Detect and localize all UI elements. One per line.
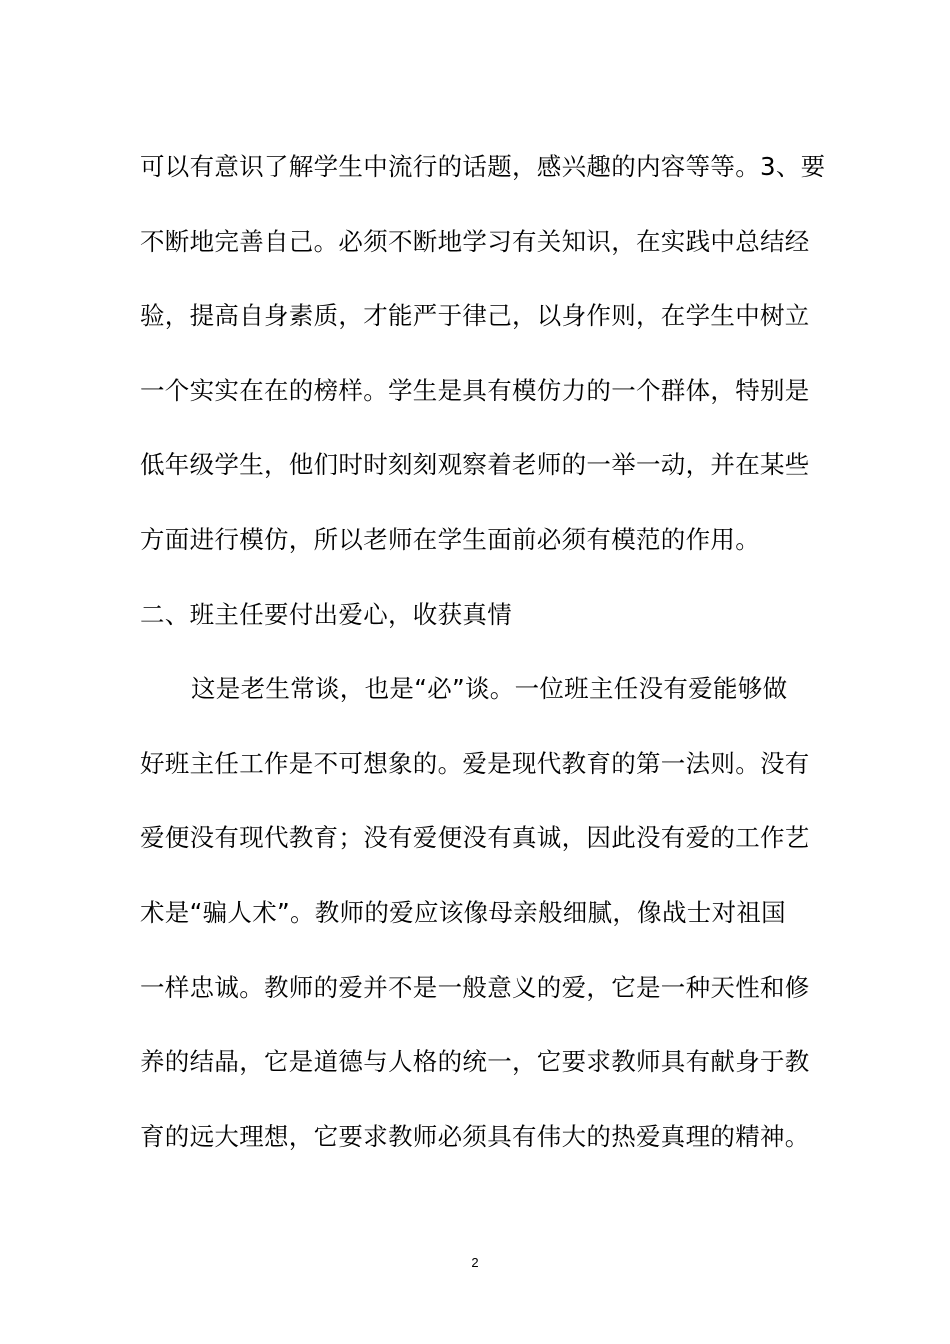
text-line: 方面进行模仿，所以老师在学生面前必须有模范的作用。 [140, 524, 760, 554]
text-line: 验，提高自身素质，才能严于律己，以身作则，在学生中树立 [140, 301, 810, 331]
text-line: 好班主任工作是不可想象的。爱是现代教育的第一法则。没有 [140, 748, 810, 778]
text-line: 一样忠诚。教师的爱并不是一般意义的爱，它是一种天性和修 [140, 972, 810, 1002]
text-line: 不断地完善自己。必须不断地学习有关知识，在实践中总结经 [140, 226, 810, 256]
text-line: 低年级学生，他们时时刻刻观察着老师的一举一动，并在某些 [140, 450, 810, 480]
text-line: 一个实实在在的榜样。学生是具有模仿力的一个群体，特别是 [140, 375, 810, 405]
text-line: 育的远大理想，它要求教师必须具有伟大的热爱真理的精神。 [140, 1121, 810, 1151]
section-heading: 二、班主任要付出爱心，收获真情 [140, 599, 512, 629]
text-line: 养的结晶，它是道德与人格的统一，它要求教师具有献身于教 [140, 1047, 810, 1077]
text-line: 可以有意识了解学生中流行的话题，感兴趣的内容等等。3、要 [140, 152, 826, 181]
text-line-indented: 这是老生常谈，也是“必”谈。一位班主任没有爱能够做 [191, 674, 788, 704]
text-line: 术是“骗人术”。教师的爱应该像母亲般细腻，像战士对祖国 [140, 897, 786, 927]
page-number: 2 [471, 1255, 479, 1270]
body-text [140, 142, 826, 1186]
text-line: 爱便没有现代教育；没有爱便没有真诚，因此没有爱的工作艺 [140, 823, 810, 853]
